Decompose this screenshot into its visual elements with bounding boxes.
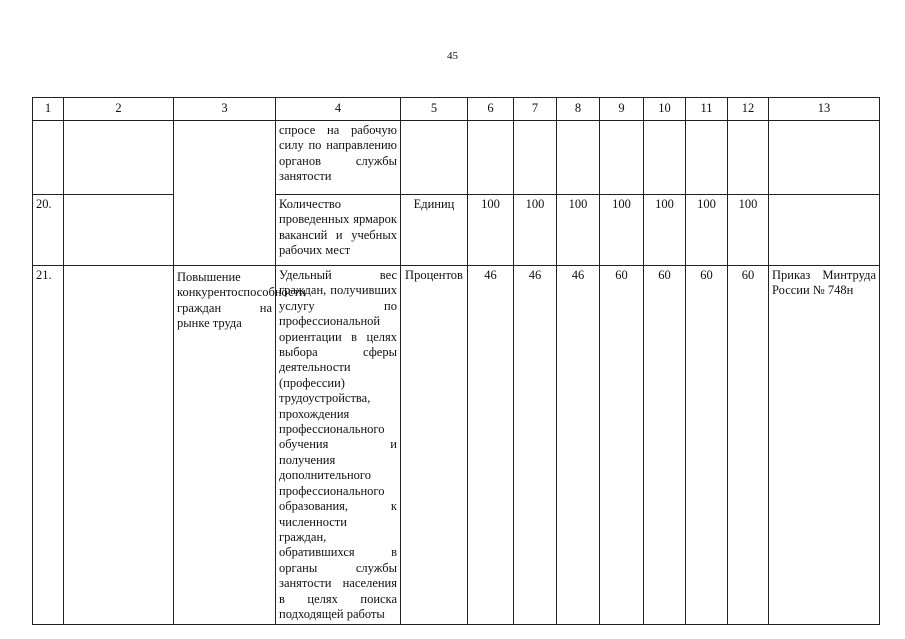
header-cell: 12 xyxy=(728,98,769,121)
value-cell xyxy=(468,121,514,195)
value-cell xyxy=(514,121,557,195)
indicator-text: спросе на рабочую силу по направлению органов службы занятости xyxy=(276,121,401,195)
row-number: 20. xyxy=(33,195,64,266)
cell-col2 xyxy=(64,195,174,266)
value-cell xyxy=(728,121,769,195)
value-cell: 60 xyxy=(686,266,728,625)
source-cell xyxy=(769,121,880,195)
row-number: 21. xyxy=(33,266,64,625)
value-cell: 100 xyxy=(468,195,514,266)
header-cell: 13 xyxy=(769,98,880,121)
header-cell: 4 xyxy=(276,98,401,121)
value-cell: 100 xyxy=(686,195,728,266)
value-cell: 100 xyxy=(557,195,600,266)
value-cell: 60 xyxy=(644,266,686,625)
header-cell: 7 xyxy=(514,98,557,121)
table-header-row xyxy=(33,98,880,121)
value-cell: 100 xyxy=(514,195,557,266)
value-cell: 46 xyxy=(557,266,600,625)
value-cell xyxy=(644,121,686,195)
cell-col3-merged xyxy=(174,121,276,266)
header-cell: 6 xyxy=(468,98,514,121)
value-cell: 46 xyxy=(514,266,557,625)
page-number: 45 xyxy=(447,50,458,62)
unit-cell: Единиц xyxy=(401,195,468,266)
goal-text: Повышение конкурентоспособности граждан на рынке труда xyxy=(174,266,276,625)
table-row xyxy=(33,266,880,625)
cell-col2 xyxy=(64,266,174,625)
value-cell: 60 xyxy=(728,266,769,625)
value-cell xyxy=(557,121,600,195)
unit-cell: Процентов xyxy=(401,266,468,625)
table-row xyxy=(33,121,880,195)
header-cell: 1 xyxy=(33,98,64,121)
value-cell xyxy=(686,121,728,195)
cell-col2 xyxy=(64,121,174,195)
unit-cell xyxy=(401,121,468,195)
header-cell: 2 xyxy=(64,98,174,121)
source-cell: Приказ Минтруда России № 748н xyxy=(769,266,880,625)
header-cell: 9 xyxy=(600,98,644,121)
value-cell: 100 xyxy=(644,195,686,266)
source-cell xyxy=(769,195,880,266)
value-cell: 100 xyxy=(728,195,769,266)
value-cell xyxy=(600,121,644,195)
header-cell: 10 xyxy=(644,98,686,121)
header-cell: 11 xyxy=(686,98,728,121)
value-cell: 46 xyxy=(468,266,514,625)
value-cell: 60 xyxy=(600,266,644,625)
data-table xyxy=(32,97,880,625)
row-number xyxy=(33,121,64,195)
value-cell: 100 xyxy=(600,195,644,266)
header-cell: 8 xyxy=(557,98,600,121)
indicator-text: Количество проведенных ярмарок вакансий и учебных рабочих мест xyxy=(276,195,401,266)
table-row xyxy=(33,195,880,266)
header-cell: 3 xyxy=(174,98,276,121)
indicator-text: Удельный вес граждан, получивших услугу по профессиональной ориентации в целях выбора сферы деятельности (профессии) трудоустройства, прохождения профессионального обучения и получения дополнительного профессионального образования, к численности граждан, обратившихся в органы службы занятости населения в целях поиска подходящей работы xyxy=(276,266,401,625)
header-cell: 5 xyxy=(401,98,468,121)
